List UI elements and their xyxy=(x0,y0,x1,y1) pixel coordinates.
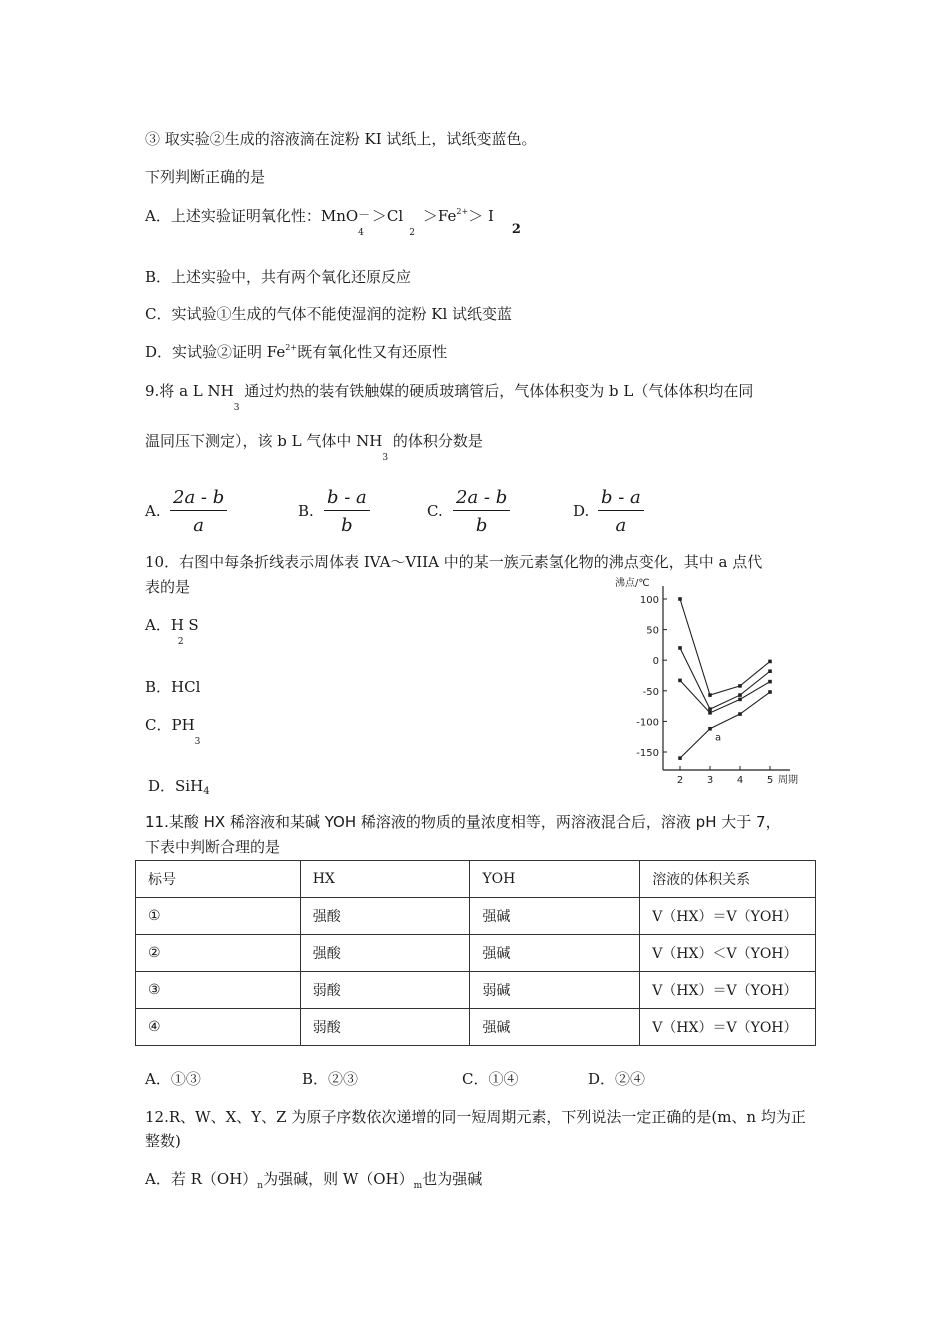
x-tick-label: 3 xyxy=(706,775,714,786)
q8-a-gt: ＞ I xyxy=(468,207,494,225)
table-cell: 强碱 xyxy=(470,935,640,972)
table-cell: V（HX）＜V（YOH） xyxy=(640,935,816,972)
q8-option-c: C．实试验①生成的气体不能使湿润的淀粉 Kl 试纸变蓝 xyxy=(145,305,513,323)
q9-line1 xyxy=(145,380,754,413)
q8-a-sup: 2+ xyxy=(456,207,469,216)
table-cell: V（HX）＝V（YOH） xyxy=(640,898,816,935)
table-cell: ② xyxy=(136,935,301,972)
data-point xyxy=(738,684,742,688)
q8-option-d xyxy=(145,341,447,362)
q10-d-text: D．SiH xyxy=(148,777,204,795)
table-cell: 弱碱 xyxy=(470,972,640,1009)
q9-line2-sub: 3 xyxy=(382,453,389,463)
q10-line1: 10．右图中每条折线表示周体表 IVA～VIIA 中的某一族元素氢化物的沸点变化，其中 a 点代 xyxy=(145,553,763,571)
q10-d-sub: 4 xyxy=(203,786,210,797)
table-row xyxy=(136,898,816,935)
data-point xyxy=(678,646,682,650)
q10-option-b: B．HCl xyxy=(145,678,201,696)
q10-a-post: S xyxy=(183,616,199,634)
data-point xyxy=(708,727,712,731)
y-tick-label: 100 xyxy=(639,595,659,606)
data-point xyxy=(708,693,712,697)
table-cell: V（HX）＝V（YOH） xyxy=(640,972,816,1009)
q9-option-c-label: C. xyxy=(427,502,443,520)
q11-line1: 11.某酸 HX 稀溶液和某碱 YOH 稀溶液的物质的量浓度相等，两溶液混合后，溶液 pH 大于 7， xyxy=(145,813,781,831)
q9-option-a-fraction xyxy=(170,487,227,536)
table-cell: 强酸 xyxy=(300,935,470,972)
q9-option-d-label: D. xyxy=(573,502,590,520)
q12-a-m: m xyxy=(413,1181,423,1191)
point-a-label: a xyxy=(715,732,722,744)
data-point xyxy=(768,690,772,694)
series-line xyxy=(680,680,770,712)
q12-a-pre: A．若 R（OH） xyxy=(145,1170,258,1188)
q8-option-a xyxy=(145,205,521,238)
q9-option-b-fraction xyxy=(324,487,370,536)
y-tick-label: -100 xyxy=(636,717,659,729)
q12-a-post: 也为强碱 xyxy=(422,1170,483,1188)
data-point xyxy=(738,693,742,697)
table-header-cell: YOH xyxy=(470,861,640,898)
data-point xyxy=(678,679,682,683)
q8-a-fe: ＞Fe xyxy=(422,207,457,225)
data-point xyxy=(768,669,772,673)
q9-b-denominator: b xyxy=(341,515,353,536)
q9-line2 xyxy=(145,430,483,463)
table-row xyxy=(136,972,816,1009)
y-tick-label: 50 xyxy=(646,625,659,637)
table-header-cell: HX xyxy=(300,861,470,898)
q9-line1-pre: 9.将 a L NH xyxy=(145,382,234,400)
q8-a-sub2: 2 xyxy=(409,228,415,238)
q10-c-text: C．PH xyxy=(145,716,195,734)
table-cell: 强碱 xyxy=(470,1009,640,1046)
table-row xyxy=(136,1009,816,1046)
q8-a-mid: ＞Cl xyxy=(371,207,404,225)
q10-option-a xyxy=(145,614,199,647)
q8-a-sub4: 4 xyxy=(358,228,364,238)
q12-a-mid: 为强碱，则 W（OH） xyxy=(263,1170,414,1188)
q9-c-denominator: b xyxy=(475,515,488,536)
q8-d-sup: 2+ xyxy=(285,343,298,352)
table-cell: ④ xyxy=(136,1009,301,1046)
q11-option-d: D．②④ xyxy=(588,1070,646,1088)
q9-line2-post: 的体积分数是 xyxy=(388,432,483,450)
q8-option-b: B．上述实验中，共有两个氧化还原反应 xyxy=(145,268,412,286)
table-cell: V（HX）＝V（YOH） xyxy=(640,1009,816,1046)
table-cell: 弱酸 xyxy=(300,972,470,1009)
table-cell: ① xyxy=(136,898,301,935)
q9-option-a-label: A. xyxy=(145,502,161,520)
data-point xyxy=(708,711,712,715)
q8-d-post: 既有氧化性又有还原性 xyxy=(297,343,448,361)
y-axis-label: 沸点/℃ xyxy=(615,578,650,589)
data-point xyxy=(738,698,742,702)
data-point xyxy=(738,712,742,716)
q11-line2: 下表中判断合理的是 xyxy=(145,838,281,856)
q8-a-sub2b: 2 xyxy=(511,222,521,237)
table-header-row xyxy=(136,861,816,898)
q10-line2: 表的是 xyxy=(145,578,191,596)
q8-step3: ③ 取实验②生成的溶液滴在淀粉 KI 试纸上，试纸变蓝色。 xyxy=(145,130,537,148)
table-header-cell: 溶液的体积关系 xyxy=(640,861,816,898)
q10-option-d xyxy=(148,775,210,796)
q10-option-c xyxy=(145,714,201,747)
table-cell: 强碱 xyxy=(470,898,640,935)
table-cell: ③ xyxy=(136,972,301,1009)
series-line xyxy=(680,648,770,709)
q8-d-pre: D．实试验②证明 Fe xyxy=(145,343,286,361)
series-line xyxy=(680,599,770,695)
q9-line1-sub: 3 xyxy=(233,403,240,413)
x-tick-label: 5 xyxy=(766,775,774,786)
boiling-point-chart xyxy=(605,570,820,792)
q11-option-c: C．①④ xyxy=(462,1070,519,1088)
q12-a-n: n xyxy=(257,1181,264,1191)
table-header-cell: 标号 xyxy=(136,861,301,898)
q10-a-text: A．H xyxy=(145,616,184,634)
q11-option-b: B．②③ xyxy=(302,1070,359,1088)
data-point xyxy=(768,660,772,664)
q9-line2-pre: 温同压下测定），该 b L 气体中 NH xyxy=(145,432,383,450)
x-tick-label: 2 xyxy=(676,775,684,786)
q11-option-a: A．①③ xyxy=(145,1070,201,1088)
q8-prompt: 下列判断正确的是 xyxy=(145,168,266,186)
table-cell: 强酸 xyxy=(300,898,470,935)
table-row xyxy=(136,935,816,972)
q9-d-denominator: a xyxy=(615,515,627,536)
y-tick-label: -50 xyxy=(642,686,659,698)
q9-c-numerator: 2a - b xyxy=(453,487,510,511)
y-tick-label: 0 xyxy=(652,656,659,668)
q9-d-numerator: b - a xyxy=(598,487,644,511)
q9-option-c-fraction xyxy=(453,487,510,536)
q9-option-d-fraction xyxy=(598,487,644,536)
q9-b-numerator: b - a xyxy=(324,487,370,511)
q9-line1-post: 通过灼热的装有铁触媒的硬质玻璃管后，气体体积变为 b L（气体体积均在同 xyxy=(239,382,754,400)
q12-line2: 整数) xyxy=(145,1132,181,1150)
q9-option-b-label: B. xyxy=(298,502,314,520)
data-point xyxy=(678,597,682,601)
q9-a-numerator: 2a - b xyxy=(170,487,227,511)
q12-line1: 12.R、W、X、Y、Z 为原子序数依次递增的同一短周期元素，下列说法一定正确的是(m、n 均为正 xyxy=(145,1108,806,1126)
q11-table xyxy=(135,860,816,1046)
data-point xyxy=(768,680,772,684)
q12-option-a xyxy=(145,1168,482,1189)
data-point xyxy=(708,707,712,711)
table-cell: 弱酸 xyxy=(300,1009,470,1046)
q8-a-minus: － xyxy=(358,208,371,222)
x-tick-label: 4 xyxy=(736,775,744,786)
q10-a-sub: 2 xyxy=(177,637,184,647)
x-axis-label: 周期 xyxy=(778,775,798,786)
data-point xyxy=(678,756,682,760)
q10-c-sub: 3 xyxy=(194,737,201,747)
y-tick-label: -150 xyxy=(636,748,659,759)
q9-a-denominator: a xyxy=(193,515,204,536)
q8-a-pre: A．上述实验证明氧化性：MnO xyxy=(145,207,359,225)
